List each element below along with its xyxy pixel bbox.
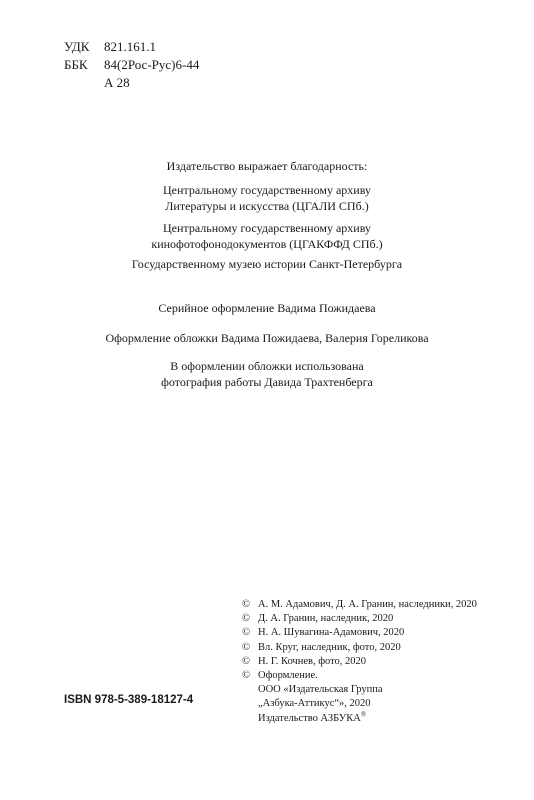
- copyright-line: [242, 641, 477, 655]
- copyright-line: [242, 669, 477, 683]
- cover-design: [0, 330, 534, 346]
- copyright-line: [242, 612, 477, 626]
- series-design-text: Серийное оформление Вадима Пожидаева: [158, 301, 376, 315]
- copyright-line: [242, 626, 477, 640]
- copyright-text: Н. Г. Кочнев, фото, 2020: [258, 655, 367, 667]
- copyright-text: Оформление.: [258, 670, 318, 682]
- copyright-line: [242, 598, 477, 612]
- archive-2: [0, 220, 534, 252]
- copyright-block: [242, 598, 477, 726]
- copyright-symbol: ©: [242, 670, 250, 682]
- thanks-intro: [0, 158, 534, 174]
- copyright-symbol: ©: [242, 655, 250, 667]
- museum: [0, 256, 534, 272]
- publisher-line-1: ООО «Издательская Группа: [258, 684, 383, 696]
- copyright-symbol: ©: [242, 613, 250, 625]
- publisher-name: Издательство АЗБУКА: [258, 712, 361, 724]
- copyright-symbol: ©: [242, 627, 250, 639]
- cover-photo-line-1: В оформлении обложки использована: [170, 359, 364, 373]
- isbn: ISBN 978-5-389-18127-4: [64, 694, 194, 706]
- thanks-intro-text: Издательство выражает благодарность:: [166, 159, 368, 173]
- classification-block: [64, 38, 199, 92]
- copyright-line: [242, 655, 477, 669]
- cover-photo-line-2: фотография работы Давида Трахтенберга: [161, 375, 373, 389]
- udk-label: УДК: [64, 39, 90, 54]
- cover-photo: [0, 358, 534, 390]
- bbk-value: 84(2Рос-Рус)6-44: [104, 57, 200, 72]
- archive-2-line-1: Центральному государственному архиву: [163, 221, 371, 235]
- copyright-symbol: ©: [242, 599, 250, 610]
- museum-text: Государственному музею истории Санкт-Петербурга: [131, 257, 403, 271]
- copyright-symbol: ©: [242, 641, 250, 653]
- publisher-line-2: „Азбука-Аттикус“», 2020: [258, 698, 371, 710]
- registered-trademark-icon: ®: [360, 710, 367, 719]
- author-mark: А 28: [104, 75, 130, 90]
- udk-value: 821.161.1: [104, 39, 156, 54]
- archive-1-line-2: Литературы и искусства (ЦГАЛИ СПб.): [165, 199, 369, 213]
- udk-row: [64, 38, 199, 56]
- copyright-text: Д. А. Гранин, наследник, 2020: [258, 613, 394, 625]
- cover-design-text: Оформление обложки Вадима Пожидаева, Валерия Гореликова: [105, 331, 429, 345]
- archive-1: [0, 182, 534, 214]
- bbk-label: ББК: [64, 57, 88, 72]
- copyright-text: Н. А. Шувагина-Адамович, 2020: [258, 627, 405, 639]
- archive-2-line-2: кинофотофонодокументов (ЦГАКФФД СПб.): [151, 237, 383, 251]
- archive-1-line-1: Центральному государственному архиву: [163, 183, 371, 197]
- series-design: [0, 300, 534, 316]
- copyright-text: Вл. Круг, наследник, фото, 2020: [258, 641, 401, 653]
- publisher-line-3: [242, 712, 477, 726]
- bbk-row: [64, 56, 199, 74]
- copyright-text: А. М. Адамович, Д. А. Гранин, наследники, 2020: [258, 599, 477, 610]
